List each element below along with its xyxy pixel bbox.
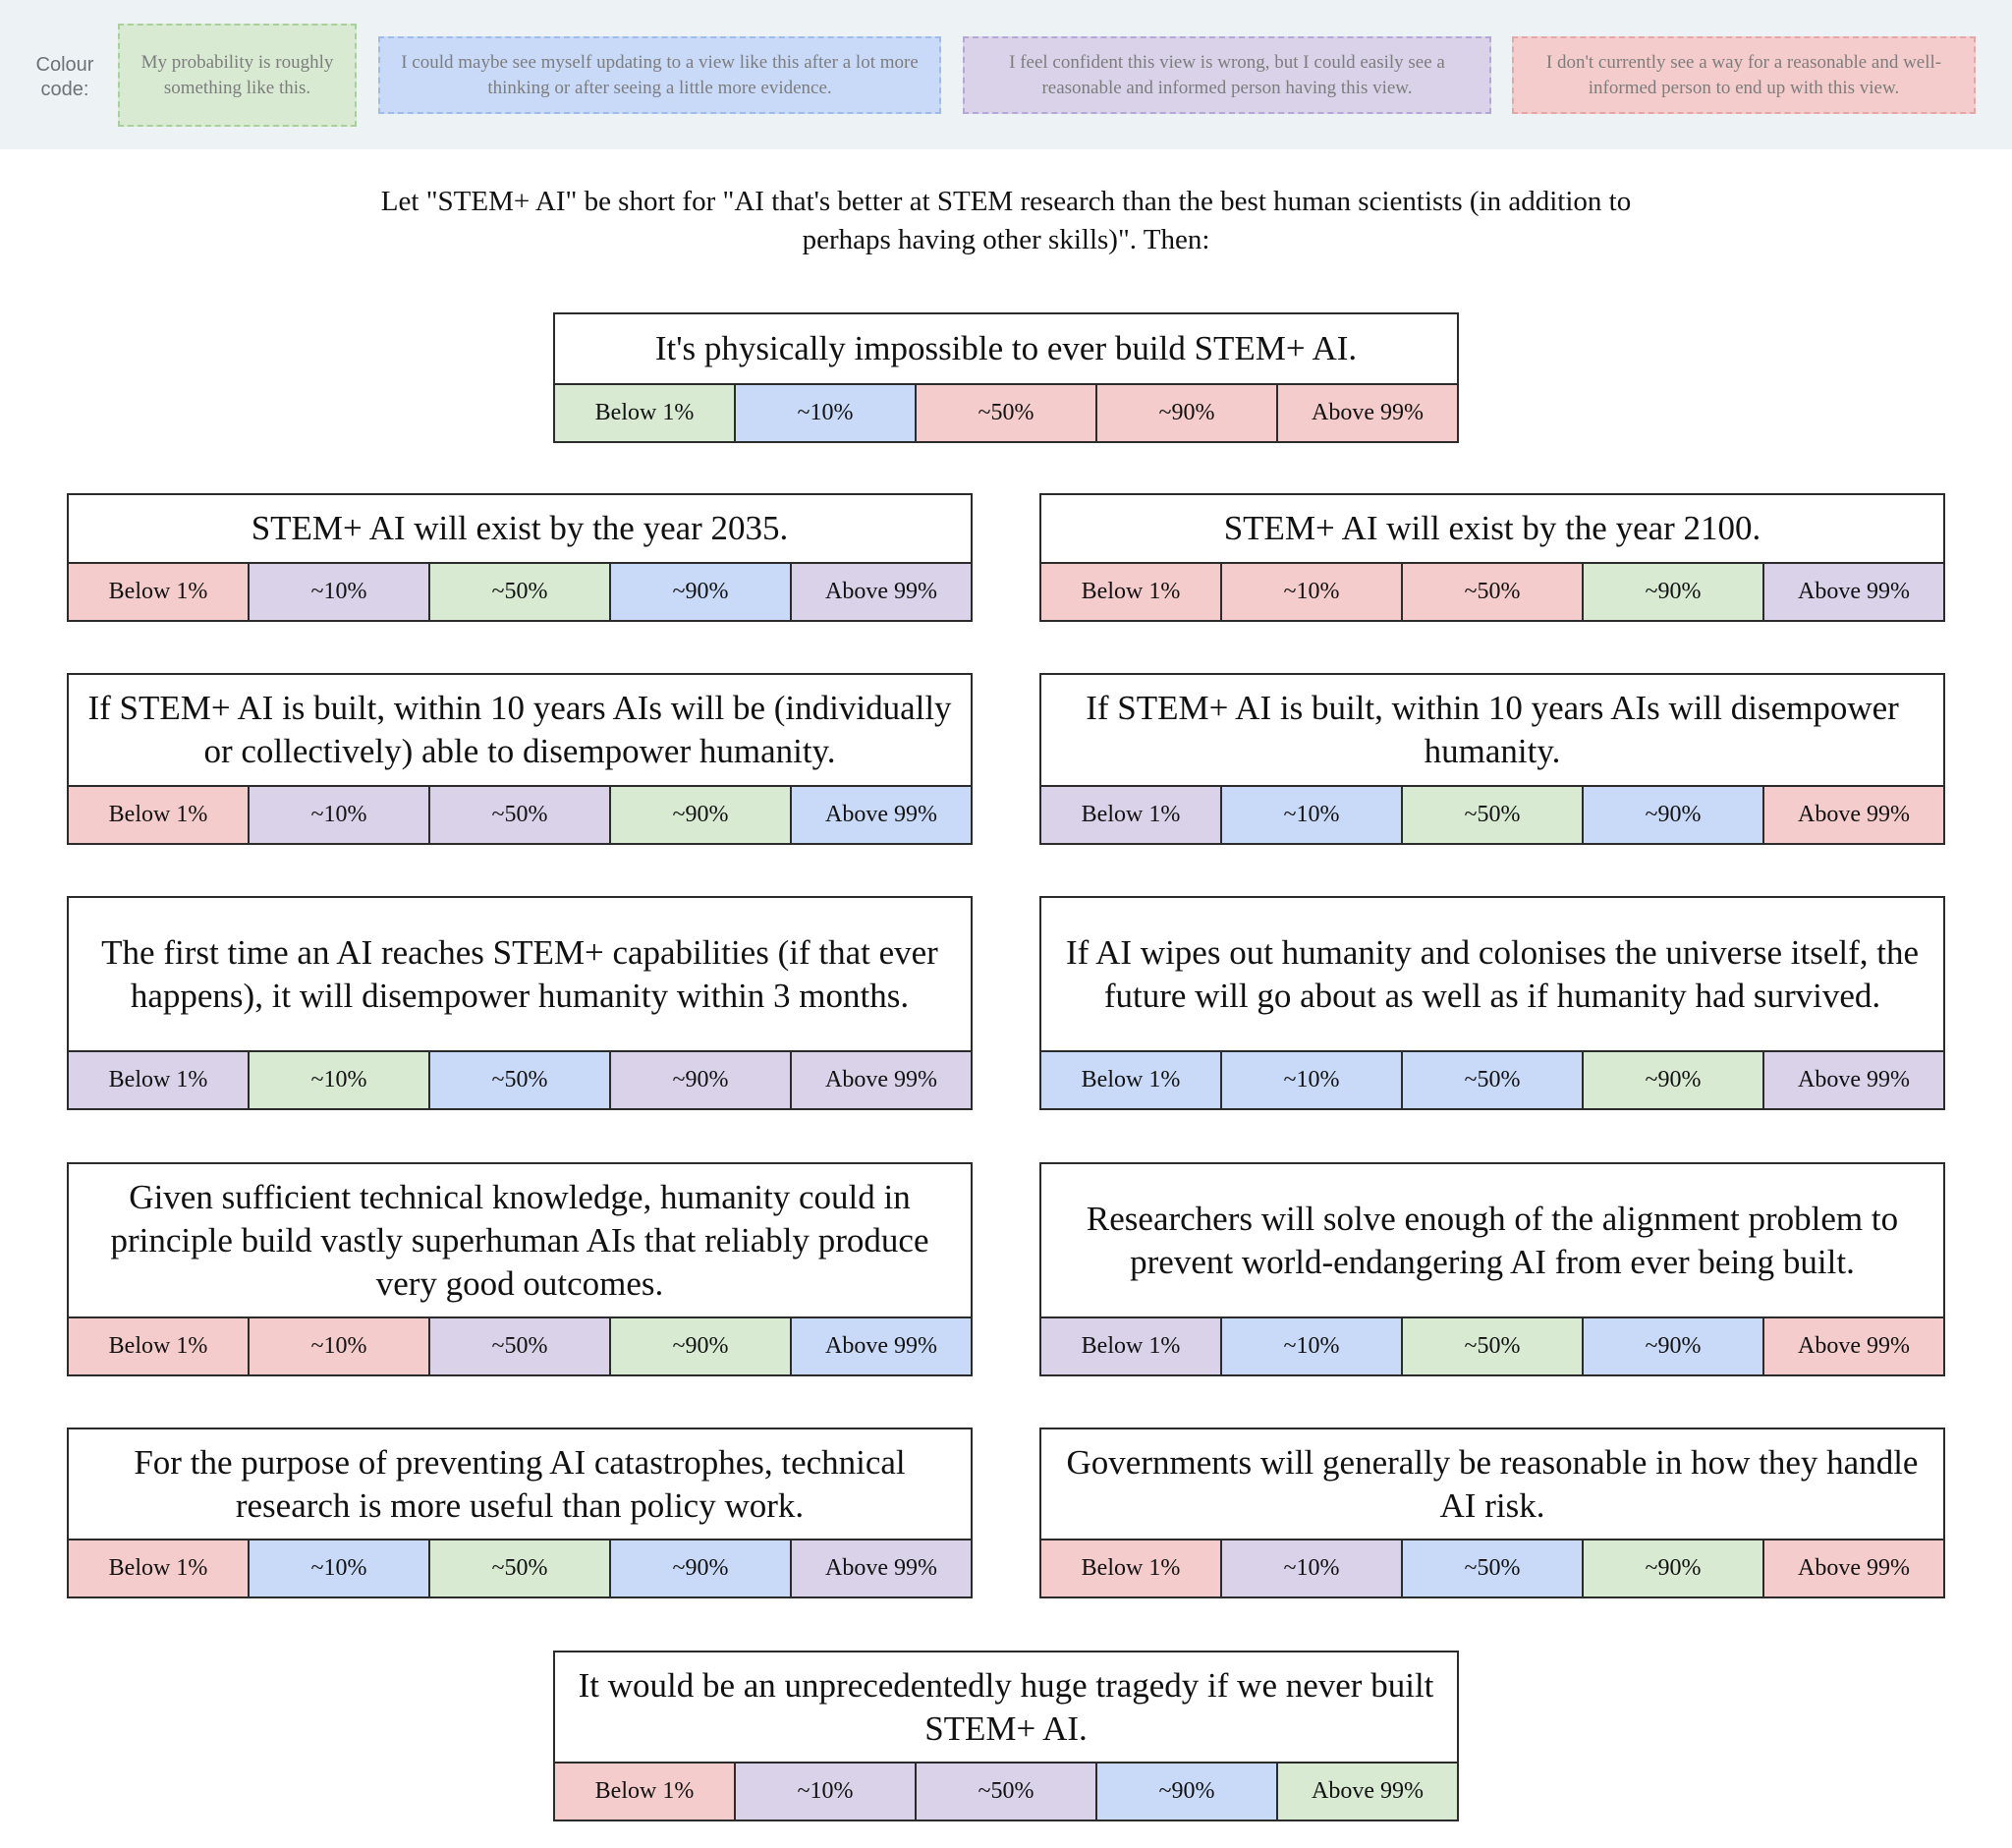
probability-options xyxy=(1041,562,1943,620)
statement-card xyxy=(553,1651,1459,1821)
probability-option[interactable]: Below 1% xyxy=(1041,1052,1222,1108)
probability-option[interactable]: Below 1% xyxy=(69,1052,250,1108)
probability-option[interactable]: ~10% xyxy=(1222,1540,1403,1596)
statement-text: Given sufficient technical knowledge, humanity could in principle build vastly superhuman AIs that reliably produce very good outcomes. xyxy=(110,1177,929,1303)
statement-card xyxy=(67,1162,973,1376)
probability-option[interactable]: ~90% xyxy=(1584,1540,1764,1596)
probability-option[interactable]: Below 1% xyxy=(69,1540,250,1596)
probability-option[interactable]: ~50% xyxy=(1403,564,1584,620)
probability-option[interactable]: ~90% xyxy=(1584,1052,1764,1108)
statement-text: For the purpose of preventing AI catastrophes, technical research is more useful than policy work. xyxy=(134,1442,906,1525)
probability-options xyxy=(1041,1539,1943,1596)
probability-option[interactable]: ~10% xyxy=(1222,787,1403,843)
probability-option[interactable]: ~10% xyxy=(250,787,430,843)
probability-options xyxy=(69,1316,971,1374)
probability-option[interactable]: Above 99% xyxy=(792,1540,971,1596)
probability-option[interactable]: ~90% xyxy=(1584,1318,1764,1374)
probability-option[interactable]: ~90% xyxy=(1097,385,1278,441)
probability-options xyxy=(555,1762,1457,1820)
probability-option[interactable]: ~10% xyxy=(250,564,430,620)
probability-option[interactable]: Above 99% xyxy=(1764,1540,1943,1596)
probability-option[interactable]: ~50% xyxy=(430,564,611,620)
probability-option[interactable]: ~50% xyxy=(917,1764,1097,1820)
probability-option[interactable]: ~10% xyxy=(250,1052,430,1108)
probability-option[interactable]: ~50% xyxy=(917,385,1097,441)
probability-option[interactable]: Above 99% xyxy=(792,1052,971,1108)
statement-card xyxy=(67,896,973,1110)
probability-option[interactable]: Below 1% xyxy=(1041,1318,1222,1374)
probability-option[interactable]: ~10% xyxy=(250,1540,430,1596)
probability-option[interactable]: Above 99% xyxy=(1764,1318,1943,1374)
probability-options xyxy=(69,562,971,620)
probability-option[interactable]: Above 99% xyxy=(792,1318,971,1374)
probability-option[interactable]: ~90% xyxy=(1097,1764,1278,1820)
colour-code-legend xyxy=(0,0,2012,149)
probability-option[interactable]: Above 99% xyxy=(1764,787,1943,843)
probability-option[interactable]: ~90% xyxy=(1584,787,1764,843)
probability-option[interactable]: ~90% xyxy=(1584,564,1764,620)
probability-option[interactable]: Below 1% xyxy=(69,1318,250,1374)
statement-card xyxy=(1039,1428,1945,1598)
statement-card xyxy=(1039,673,1945,845)
statement-text: If AI wipes out humanity and colonises the universe itself, the future will go about as well as if humanity had survived. xyxy=(1065,932,1919,1015)
probability-option[interactable]: ~10% xyxy=(736,1764,917,1820)
probability-options xyxy=(69,1050,971,1108)
probability-options xyxy=(1041,1316,1943,1374)
probability-option[interactable]: ~90% xyxy=(611,564,792,620)
probability-option[interactable]: Above 99% xyxy=(1764,564,1943,620)
probability-option[interactable]: Above 99% xyxy=(1278,385,1457,441)
legend-red-box: I don't currently see a way for a reasonable and well-informed person to end up with this view. xyxy=(1512,36,1976,114)
probability-options xyxy=(1041,785,1943,843)
statement-text: STEM+ AI will exist by the year 2100. xyxy=(1223,509,1761,547)
probability-option[interactable]: ~10% xyxy=(1222,1052,1403,1108)
statement-card xyxy=(553,312,1459,443)
statement-card xyxy=(1039,493,1945,622)
probability-options xyxy=(69,1539,971,1596)
probability-option[interactable]: Below 1% xyxy=(1041,564,1222,620)
probability-option[interactable]: Below 1% xyxy=(1041,1540,1222,1596)
probability-options xyxy=(1041,1050,1943,1108)
probability-option[interactable]: Below 1% xyxy=(1041,787,1222,843)
probability-option[interactable]: ~90% xyxy=(611,1052,792,1108)
probability-option[interactable]: Above 99% xyxy=(792,564,971,620)
statement-card xyxy=(1039,896,1945,1110)
probability-option[interactable]: ~10% xyxy=(250,1318,430,1374)
statement-card xyxy=(67,1428,973,1598)
statement-text: The first time an AI reaches STEM+ capabilities (if that ever happens), it will disempower humanity within 3 months. xyxy=(101,932,938,1015)
probability-option[interactable]: ~90% xyxy=(611,1318,792,1374)
probability-option[interactable]: Below 1% xyxy=(555,385,736,441)
probability-option[interactable]: ~50% xyxy=(1403,1318,1584,1374)
statement-text: If STEM+ AI is built, within 10 years AIs will disempower humanity. xyxy=(1086,689,1899,770)
probability-option[interactable]: ~50% xyxy=(430,1052,611,1108)
statement-text: It would be an unprecedentedly huge tragedy if we never built STEM+ AI. xyxy=(578,1665,1434,1748)
probability-option[interactable]: Below 1% xyxy=(555,1764,736,1820)
probability-option[interactable]: Below 1% xyxy=(69,564,250,620)
probability-options xyxy=(555,383,1457,441)
intro-text: Let "STEM+ AI" be short for "AI that's better at STEM research than the best human scientists (in addition to perhaps having other skills)". Then: xyxy=(380,186,1632,255)
statement-card xyxy=(67,493,973,622)
probability-option[interactable]: ~50% xyxy=(1403,1052,1584,1108)
probability-option[interactable]: ~50% xyxy=(430,787,611,843)
statement-text: If STEM+ AI is built, within 10 years AIs will be (individually or collectively) able to disempower humanity. xyxy=(87,689,952,770)
probability-option[interactable]: ~10% xyxy=(1222,1318,1403,1374)
probability-option[interactable]: ~50% xyxy=(1403,1540,1584,1596)
probability-options xyxy=(69,785,971,843)
statement-text: Researchers will solve enough of the alignment problem to prevent world-endangering AI from ever being built. xyxy=(1086,1199,1899,1281)
probability-option[interactable]: ~90% xyxy=(611,787,792,843)
legend-blue-box: I could maybe see myself updating to a view like this after a lot more thinking or after seeing a little more evidence. xyxy=(378,36,941,114)
probability-option[interactable]: ~50% xyxy=(430,1318,611,1374)
probability-option[interactable]: ~50% xyxy=(1403,787,1584,843)
probability-option[interactable]: ~10% xyxy=(1222,564,1403,620)
legend-label: Colour code: xyxy=(35,54,94,100)
probability-option[interactable]: Above 99% xyxy=(1278,1764,1457,1820)
probability-option[interactable]: ~90% xyxy=(611,1540,792,1596)
probability-option[interactable]: Above 99% xyxy=(792,787,971,843)
statement-text: Governments will generally be reasonable in how they handle AI risk. xyxy=(1066,1442,1919,1525)
probability-option[interactable]: ~10% xyxy=(736,385,917,441)
statement-text: STEM+ AI will exist by the year 2035. xyxy=(251,509,789,547)
statement-text: It's physically impossible to ever build STEM+ AI. xyxy=(654,329,1358,367)
probability-option[interactable]: ~50% xyxy=(430,1540,611,1596)
statement-card xyxy=(1039,1162,1945,1376)
probability-option[interactable]: Above 99% xyxy=(1764,1052,1943,1108)
statement-card xyxy=(67,673,973,845)
probability-option[interactable]: Below 1% xyxy=(69,787,250,843)
legend-purple-box: I feel confident this view is wrong, but I could easily see a reasonable and informed person having this view. xyxy=(963,36,1491,114)
legend-green-box: My probability is roughly something like this. xyxy=(118,24,357,127)
